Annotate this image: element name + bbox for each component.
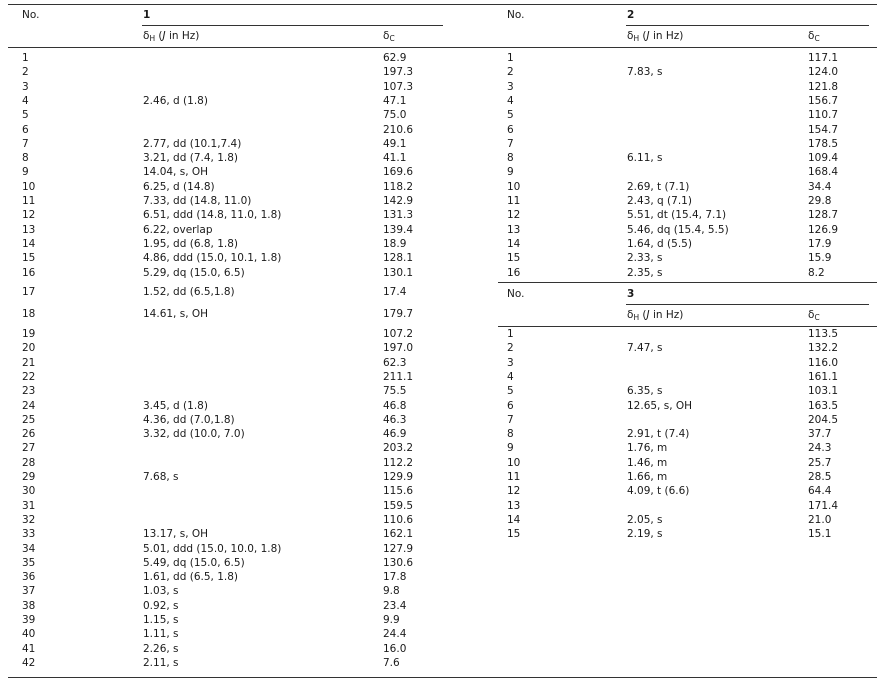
carbon-shift: 23.4 [383, 599, 407, 612]
carbon-shift: 204.5 [808, 413, 839, 426]
carbon-shift: 197.3 [383, 66, 414, 79]
row-number: 15 [22, 252, 36, 265]
row-number: 42 [22, 656, 36, 669]
table-row [0, 527, 885, 541]
carbon-shift: 37.7 [808, 428, 832, 441]
proton-shift: 5.49, dq (15.0, 6.5) [143, 556, 245, 569]
proton-shift: 2.77, dd (10.1,7.4) [143, 137, 242, 150]
table-row [0, 513, 885, 527]
proton-shift: 1.76, m [627, 442, 668, 455]
carbon-shift: 130.6 [383, 556, 414, 569]
proton-shift: 2.33, s [627, 252, 663, 265]
proton-shift: 7.68, s [143, 471, 179, 483]
proton-shift: 6.22, overlap [143, 223, 213, 236]
carbon-shift: 9.9 [383, 614, 400, 626]
proton-shift: 3.21, dd (7.4, 1.8) [143, 152, 238, 165]
row-number: 8 [507, 152, 514, 165]
proton-shift: 2.91, t (7.4) [627, 428, 690, 441]
header-no-left: No. [22, 9, 40, 21]
table-row [0, 584, 885, 598]
row-number: 28 [22, 456, 36, 469]
carbon-shift: 62.9 [383, 52, 407, 64]
carbon-shift: 156.7 [808, 94, 839, 107]
proton-shift: 1.95, dd (6.8, 1.8) [143, 237, 238, 250]
proton-shift: 7.33, dd (14.8, 11.0) [143, 195, 252, 207]
proton-shift: 4.09, t (6.6) [627, 485, 690, 498]
row-number: 14 [507, 513, 521, 526]
row-number: 24 [22, 399, 36, 412]
table-row [0, 327, 885, 341]
table-row [0, 180, 885, 194]
carbon-shift: 46.8 [383, 399, 407, 412]
header-delta-h-right: $\delta_H$ (J in Hz) [627, 30, 684, 43]
header-delta-c-compound3: $\delta_C$ [808, 309, 820, 322]
row-number: 5 [507, 109, 514, 122]
row-number: 33 [22, 528, 36, 541]
carbon-shift: 41.1 [383, 152, 407, 165]
carbon-shift: 24.3 [808, 442, 832, 455]
table-row [0, 208, 885, 222]
row-number: 9 [507, 166, 514, 179]
row-number: 16 [507, 266, 521, 279]
table-row [0, 370, 885, 384]
row-number: 3 [507, 356, 514, 369]
carbon-shift: 49.1 [383, 137, 407, 150]
row-number: 14 [22, 237, 36, 250]
row-number: 12 [507, 485, 521, 498]
row-number: 4 [507, 370, 514, 383]
proton-shift: 5.46, dq (15.4, 5.5) [627, 223, 729, 236]
table-top-rule [8, 4, 877, 5]
carbon-shift: 121.8 [808, 80, 839, 93]
row-number: 8 [507, 428, 514, 441]
proton-shift: 2.69, t (7.1) [627, 180, 690, 193]
proton-shift: 4.36, dd (7.0,1.8) [143, 413, 235, 426]
proton-shift: 5.51, dt (15.4, 7.1) [627, 209, 727, 222]
row-number: 17 [22, 286, 36, 298]
proton-shift: 0.92, s [143, 599, 179, 612]
row-number: 26 [22, 428, 36, 441]
carbon-shift: 211.1 [383, 370, 414, 383]
carbon-shift: 62.3 [383, 356, 407, 369]
row-number: 41 [22, 642, 36, 655]
carbon-shift: 17.9 [808, 237, 832, 250]
carbon-shift: 127.9 [383, 542, 414, 555]
header-delta-c-right: $\delta_C$ [808, 30, 820, 43]
table-row [0, 108, 885, 122]
carbon-shift: 178.5 [808, 137, 839, 150]
carbon-shift: 64.4 [808, 485, 832, 498]
carbon-shift: 129.9 [383, 471, 414, 483]
row-number: 13 [507, 499, 521, 512]
carbon-shift: 203.2 [383, 442, 414, 455]
proton-shift: 14.61, s, OH [143, 308, 209, 320]
carbon-shift: 34.4 [808, 180, 832, 193]
row-number: 18 [22, 308, 36, 320]
carbon-shift: 169.6 [383, 166, 414, 179]
row-number: 35 [22, 556, 36, 569]
compound3-label: 3 [627, 288, 635, 300]
table-row [0, 599, 885, 613]
carbon-shift: 110.6 [383, 513, 414, 526]
table-row [0, 237, 885, 251]
row-number: 2 [22, 66, 29, 79]
table-row [0, 470, 885, 484]
carbon-shift: 28.5 [808, 471, 832, 483]
row-number: 10 [507, 180, 521, 193]
carbon-shift: 113.5 [808, 328, 839, 340]
carbon-shift: 29.8 [808, 195, 832, 207]
carbon-shift: 109.4 [808, 152, 839, 165]
table-row [0, 613, 885, 627]
table-row [0, 151, 885, 165]
carbon-shift: 110.7 [808, 109, 839, 122]
table-row [0, 499, 885, 513]
proton-shift: 1.15, s [143, 614, 179, 626]
row-number: 4 [507, 94, 514, 107]
proton-shift: 2.26, s [143, 642, 179, 655]
carbon-shift: 24.4 [383, 628, 407, 641]
proton-shift: 12.65, s, OH [627, 399, 693, 412]
row-number: 36 [22, 571, 36, 584]
row-number: 25 [22, 413, 36, 426]
header-no-right: No. [507, 9, 525, 21]
row-number: 23 [22, 385, 36, 398]
table-row [0, 123, 885, 137]
row-number: 7 [507, 413, 514, 426]
carbon-shift: 179.7 [383, 308, 414, 320]
carbon-shift: 17.4 [383, 286, 407, 298]
row-number: 40 [22, 628, 36, 641]
carbon-shift: 139.4 [383, 223, 414, 236]
table-row [0, 627, 885, 641]
row-number: 6 [507, 123, 514, 136]
row-number: 11 [507, 195, 521, 207]
table-row [0, 51, 885, 65]
row-number: 3 [22, 80, 29, 93]
row-number: 27 [22, 442, 36, 455]
proton-shift: 3.45, d (1.8) [143, 399, 208, 412]
table-row [0, 80, 885, 94]
row-number: 12 [507, 209, 521, 222]
proton-shift: 5.29, dq (15.0, 6.5) [143, 266, 245, 279]
proton-shift: 1.46, m [627, 456, 668, 469]
compound2-group-rule [626, 25, 869, 26]
table-row [0, 384, 885, 398]
header-delta-h-left: $\delta_H$ (J in Hz) [143, 30, 200, 43]
compound2-label: 2 [627, 9, 635, 21]
carbon-shift: 159.5 [383, 499, 414, 512]
carbon-shift: 118.2 [383, 180, 414, 193]
row-number: 10 [507, 456, 521, 469]
proton-shift: 1.64, d (5.5) [627, 237, 692, 250]
carbon-shift: 18.9 [383, 237, 407, 250]
compound2-end-rule [498, 282, 877, 283]
proton-shift: 1.52, dd (6.5,1.8) [143, 286, 235, 298]
row-number: 1 [22, 52, 29, 64]
proton-shift: 6.25, d (14.8) [143, 180, 215, 193]
row-number: 15 [507, 528, 521, 541]
proton-shift: 6.51, ddd (14.8, 11.0, 1.8) [143, 209, 282, 222]
proton-shift: 13.17, s, OH [143, 528, 209, 541]
proton-shift: 1.03, s [143, 585, 179, 598]
header-delta-c-left: $\delta_C$ [383, 30, 395, 43]
carbon-shift: 130.1 [383, 266, 414, 279]
row-number: 7 [507, 137, 514, 150]
table-row [0, 137, 885, 151]
table-row [0, 194, 885, 208]
table-row [0, 441, 885, 455]
carbon-shift: 112.2 [383, 456, 414, 469]
row-number: 13 [507, 223, 521, 236]
row-number: 1 [507, 328, 514, 340]
carbon-shift: 16.0 [383, 642, 407, 655]
table-row [0, 427, 885, 441]
row-number: 21 [22, 356, 36, 369]
carbon-shift: 163.5 [808, 399, 839, 412]
proton-shift: 6.35, s [627, 385, 663, 398]
row-number: 15 [507, 252, 521, 265]
proton-shift: 2.05, s [627, 513, 663, 526]
proton-shift: 2.11, s [143, 656, 179, 669]
table-row [0, 642, 885, 656]
carbon-shift: 168.4 [808, 166, 839, 179]
carbon-shift: 115.6 [383, 485, 414, 498]
row-number: 1 [507, 52, 514, 64]
header-no-compound3: No. [507, 288, 525, 300]
carbon-shift: 75.5 [383, 385, 407, 398]
table-row [0, 399, 885, 413]
table-row [0, 413, 885, 427]
carbon-shift: 46.9 [383, 428, 407, 441]
carbon-shift: 7.6 [383, 656, 400, 669]
table-row [0, 165, 885, 179]
table-row [0, 542, 885, 556]
table-row [0, 223, 885, 237]
row-number: 20 [22, 342, 36, 355]
carbon-shift: 116.0 [808, 356, 839, 369]
row-number: 9 [507, 442, 514, 455]
carbon-shift: 25.7 [808, 456, 832, 469]
proton-shift: 1.11, s [143, 628, 179, 641]
row-number: 31 [22, 499, 36, 512]
carbon-shift: 21.0 [808, 513, 832, 526]
table-row [0, 356, 885, 370]
carbon-shift: 128.1 [383, 252, 414, 265]
proton-shift: 6.11, s [627, 152, 663, 165]
carbon-shift: 107.2 [383, 328, 414, 340]
row-number: 11 [22, 195, 36, 207]
carbon-shift: 171.4 [808, 499, 839, 512]
proton-shift: 5.01, ddd (15.0, 10.0, 1.8) [143, 542, 282, 555]
proton-shift: 4.86, ddd (15.0, 10.1, 1.8) [143, 252, 282, 265]
table-row [0, 484, 885, 498]
row-number: 39 [22, 614, 36, 626]
table-row [0, 65, 885, 79]
row-number: 12 [22, 209, 36, 222]
carbon-shift: 162.1 [383, 528, 414, 541]
table-row [0, 456, 885, 470]
row-number: 10 [22, 180, 36, 193]
carbon-shift: 131.3 [383, 209, 414, 222]
carbon-shift: 132.2 [808, 342, 839, 355]
carbon-shift: 75.0 [383, 109, 407, 122]
header-delta-h-compound3: $\delta_H$ (J in Hz) [627, 309, 684, 322]
compound3-group-rule [626, 304, 869, 305]
carbon-shift: 161.1 [808, 370, 839, 383]
header-bottom-rule [8, 47, 877, 48]
table-row [0, 656, 885, 670]
proton-shift: 2.46, d (1.8) [143, 94, 208, 107]
carbon-shift: 9.8 [383, 585, 400, 598]
compound1-label: 1 [143, 9, 151, 21]
row-number: 3 [507, 80, 514, 93]
table-row [0, 285, 885, 299]
table-row [0, 266, 885, 280]
row-number: 8 [22, 152, 29, 165]
row-number: 4 [22, 94, 29, 107]
carbon-shift: 197.0 [383, 342, 414, 355]
row-number: 13 [22, 223, 36, 236]
carbon-shift: 17.8 [383, 571, 407, 584]
proton-shift: 3.32, dd (10.0, 7.0) [143, 428, 245, 441]
row-number: 9 [22, 166, 29, 179]
row-number: 30 [22, 485, 36, 498]
row-number: 6 [22, 123, 29, 136]
table-row [0, 251, 885, 265]
carbon-shift: 117.1 [808, 52, 839, 64]
row-number: 38 [22, 599, 36, 612]
carbon-shift: 103.1 [808, 385, 839, 398]
row-number: 5 [22, 109, 29, 122]
table-row [0, 570, 885, 584]
table-row [0, 341, 885, 355]
row-number: 2 [507, 342, 514, 355]
row-number: 7 [22, 137, 29, 150]
row-number: 2 [507, 66, 514, 79]
carbon-shift: 15.9 [808, 252, 832, 265]
carbon-shift: 15.1 [808, 528, 832, 541]
row-number: 22 [22, 370, 36, 383]
table-row [0, 556, 885, 570]
proton-shift: 2.35, s [627, 266, 663, 279]
carbon-shift: 128.7 [808, 209, 839, 222]
carbon-shift: 47.1 [383, 94, 407, 107]
row-number: 11 [507, 471, 521, 483]
carbon-shift: 142.9 [383, 195, 414, 207]
proton-shift: 1.61, dd (6.5, 1.8) [143, 571, 238, 584]
proton-shift: 14.04, s, OH [143, 166, 209, 179]
carbon-shift: 107.3 [383, 80, 414, 93]
table-row [0, 94, 885, 108]
row-number: 5 [507, 385, 514, 398]
table-row [0, 307, 885, 321]
proton-shift: 2.19, s [627, 528, 663, 541]
row-number: 14 [507, 237, 521, 250]
compound1-group-rule [142, 25, 443, 26]
proton-shift: 7.47, s [627, 342, 663, 355]
carbon-shift: 154.7 [808, 123, 839, 136]
table-bottom-rule [8, 677, 877, 678]
row-number: 37 [22, 585, 36, 598]
row-number: 19 [22, 328, 36, 340]
carbon-shift: 124.0 [808, 66, 839, 79]
row-number: 29 [22, 471, 36, 483]
proton-shift: 1.66, m [627, 471, 668, 483]
row-number: 32 [22, 513, 36, 526]
row-number: 34 [22, 542, 36, 555]
proton-shift: 2.43, q (7.1) [627, 195, 692, 207]
row-number: 16 [22, 266, 36, 279]
carbon-shift: 46.3 [383, 413, 407, 426]
carbon-shift: 8.2 [808, 266, 825, 279]
row-number: 6 [507, 399, 514, 412]
carbon-shift: 210.6 [383, 123, 414, 136]
proton-shift: 7.83, s [627, 66, 663, 79]
carbon-shift: 126.9 [808, 223, 839, 236]
